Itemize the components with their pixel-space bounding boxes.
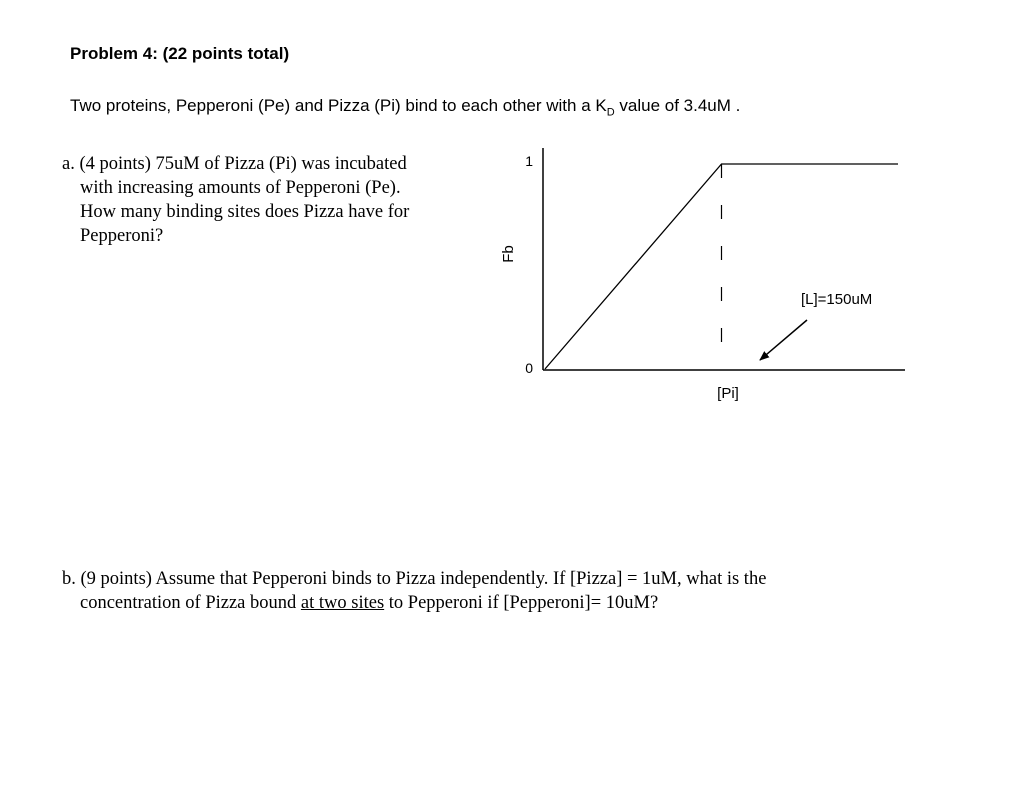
y-tick-label-1: 1 — [525, 153, 533, 169]
y-tick-label-0: 0 — [525, 360, 533, 376]
x-axis-label: [Pi] — [717, 385, 739, 402]
question-b-line-1: b. (9 points) Assume that Pepperoni binds to Pizza independently. If [Pizza] = 1uM, what is the — [62, 569, 767, 589]
saturation-annotation: [L]=150uM — [801, 291, 873, 308]
question-b-underlined-text: at two sites — [300, 593, 385, 613]
intro-text-end: value of 3.4uM . — [614, 96, 741, 115]
question-a-line-4: Pepperoni? — [80, 226, 164, 246]
annotation-arrow — [760, 320, 807, 360]
question-a-line-2: with increasing amounts of Pepperoni (Pe). — [80, 178, 401, 198]
intro-text-start: Two proteins, Pepperoni (Pe) and Pizza (Pi) bind to each other with a K — [70, 96, 607, 115]
question-b — [62, 567, 766, 615]
kd-subscript: D — [606, 106, 615, 119]
y-axis-label: Fb — [500, 245, 517, 263]
question-b-line-2 — [62, 591, 766, 615]
question-b-text-end: to Pepperoni if [Pepperoni]= 10uM? — [384, 593, 659, 613]
problem-title: Problem 4: (22 points total) — [70, 44, 290, 63]
question-a-line-3: How many binding sites does Pizza have for — [80, 202, 410, 222]
question-b-text-start: concentration of Pizza bound — [80, 593, 301, 613]
question-a-line-1: a. (4 points) 75uM of Pizza (Pi) was incubated — [62, 154, 407, 174]
